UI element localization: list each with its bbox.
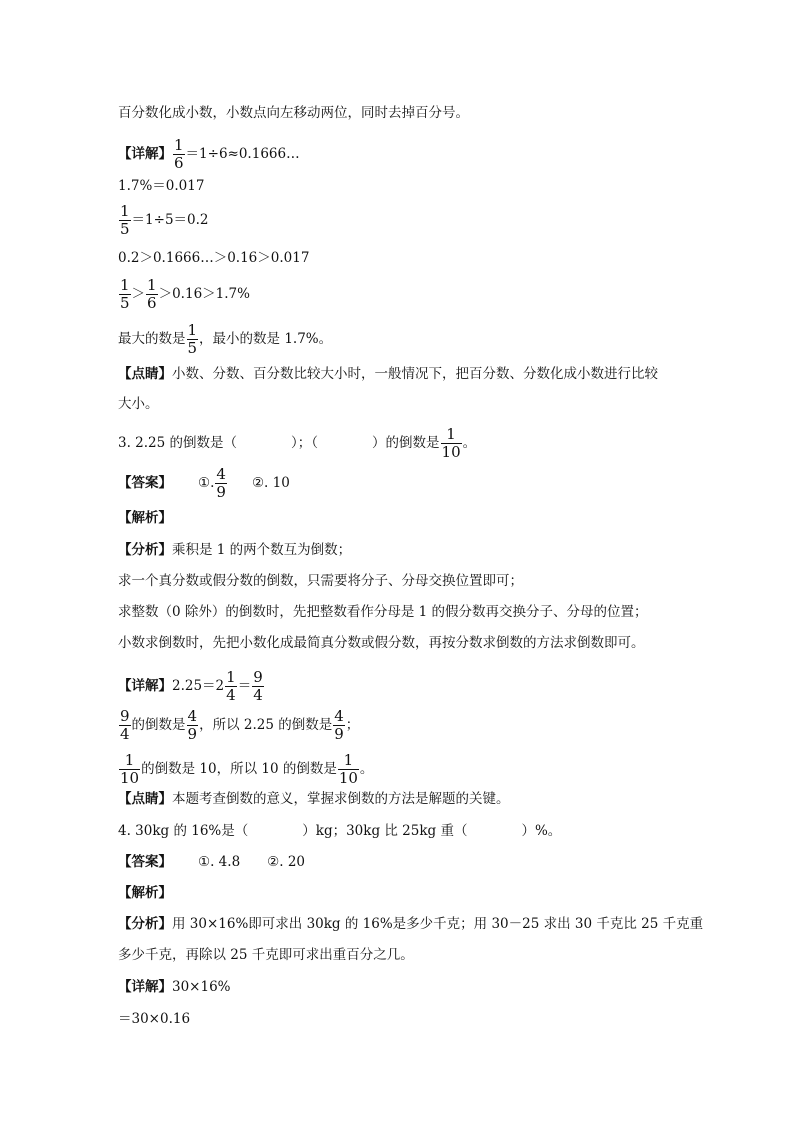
fraction: $\frac{1}{5}$ [120, 276, 130, 312]
analysis-heading: 【解析】 [118, 510, 172, 526]
section-tag: 【点睛】 [118, 366, 172, 382]
analysis-line: 【分析】用 30×16%即可求出 30kg 的 16%是多少千克；用 30－25 求出 30 千克比 25 千克重 [118, 916, 704, 932]
text-line: 百分数化成小数，小数点向左移动两位，同时去掉百分号。 [118, 105, 469, 121]
math-line: $\frac{1}{5}$ ＞ $\frac{1}{6}$ ＞0.16＞1.7% [120, 276, 250, 312]
fraction: $\frac{1}{5}$ [120, 202, 130, 238]
fraction: $\frac{4}{9}$ [187, 707, 198, 743]
section-tag: 【详解】 [118, 678, 172, 694]
answer-line: 【答案】 ①. $\frac{4}{9}$ ②. 10 [118, 465, 290, 501]
detail-line: 【详解】30×16% [118, 979, 231, 995]
fraction: $\frac{1}{6}$ [147, 276, 157, 312]
text-line: 小数求倒数时，先把小数化成最简真分数或假分数，再按分数求倒数的方法求倒数即可。 [118, 635, 645, 651]
fraction: $\frac{1}{10}$ [338, 751, 358, 787]
text-line: 求一个真分数或假分数的倒数，只需要将分子、分母交换位置即可； [118, 573, 523, 589]
section-tag: 【答案】 [118, 854, 172, 870]
tip-line: 【点睛】小数、分数、百分数比较大小时，一般情况下，把百分数、分数化成小数进行比较 [118, 366, 658, 382]
section-tag: 【分析】 [118, 542, 172, 558]
answer-line: 【答案】 ①. 4.8 ②. 20 [118, 854, 306, 870]
detail-line: 【详解】2.25＝2 $\frac{1}{4}$ ＝ $\frac{9}{4}$ [118, 668, 263, 704]
question-3: 3. 2.25 的倒数是（ ）；（ ）的倒数是 $\frac{1}{10}$ 。 [118, 425, 477, 461]
fraction: $\frac{1}{10}$ [120, 751, 140, 787]
text-line: 1.7%＝0.017 [118, 178, 205, 194]
text-line: 0.2＞0.1666…＞0.16＞0.017 [118, 250, 310, 266]
fraction: $\frac{4}{9}$ [216, 465, 226, 501]
fraction: $\frac{9}{4}$ [253, 668, 263, 704]
text-line: ＝30×0.16 [118, 1011, 191, 1027]
analysis-heading: 【解析】 [118, 885, 172, 901]
math-line: $\frac{1}{10}$ 的倒数是 10，所以 10 的倒数是 $\frac{1}{10}$ 。 [120, 751, 374, 787]
fraction: $\frac{9}{4}$ [120, 707, 130, 743]
section-tag: 【点睛】 [118, 791, 172, 807]
fraction: $\frac{1}{4}$ [226, 668, 236, 704]
section-tag: 【详解】 [118, 146, 172, 162]
text-line: 大小。 [118, 396, 159, 412]
math-line: $\frac{9}{4}$ 的倒数是 $\frac{4}{9}$ ，所以 2.25 的倒数是 $\frac{4}{9}$ ； [120, 707, 360, 743]
section-tag: 【答案】 [118, 475, 172, 491]
text-line: 最大的数是 $\frac{1}{5}$ ，最小的数是 1.7%。 [118, 321, 333, 357]
text-line: 多少千克，再除以 25 千克即可求出重百分之几。 [118, 947, 414, 963]
section-tag: 【详解】 [118, 979, 172, 995]
section-tag: 【分析】 [118, 916, 172, 932]
text-line: 求整数（0 除外）的倒数时，先把整数看作分母是 1 的假分数再交换分子、分母的位置； [118, 604, 648, 620]
fraction: $\frac{1}{6}$ [174, 136, 184, 172]
fraction: $\frac{1}{5}$ [187, 321, 198, 357]
question-4: 4. 30kg 的 16%是（ ）kg；30kg 比 25kg 重（ ）%。 [118, 823, 562, 839]
detail-line: 【详解】 $\frac{1}{6}$ ＝1÷6≈0.1666… [118, 136, 300, 172]
analysis-line: 【分析】乘积是 1 的两个数互为倒数； [118, 542, 352, 558]
math-line: $\frac{1}{5}$ ＝1÷5＝0.2 [120, 202, 209, 238]
fraction: $\frac{1}{10}$ [441, 425, 461, 461]
tip-line: 【点睛】本题考查倒数的意义，掌握求倒数的方法是解题的关键。 [118, 791, 510, 807]
fraction: $\frac{4}{9}$ [334, 707, 344, 743]
